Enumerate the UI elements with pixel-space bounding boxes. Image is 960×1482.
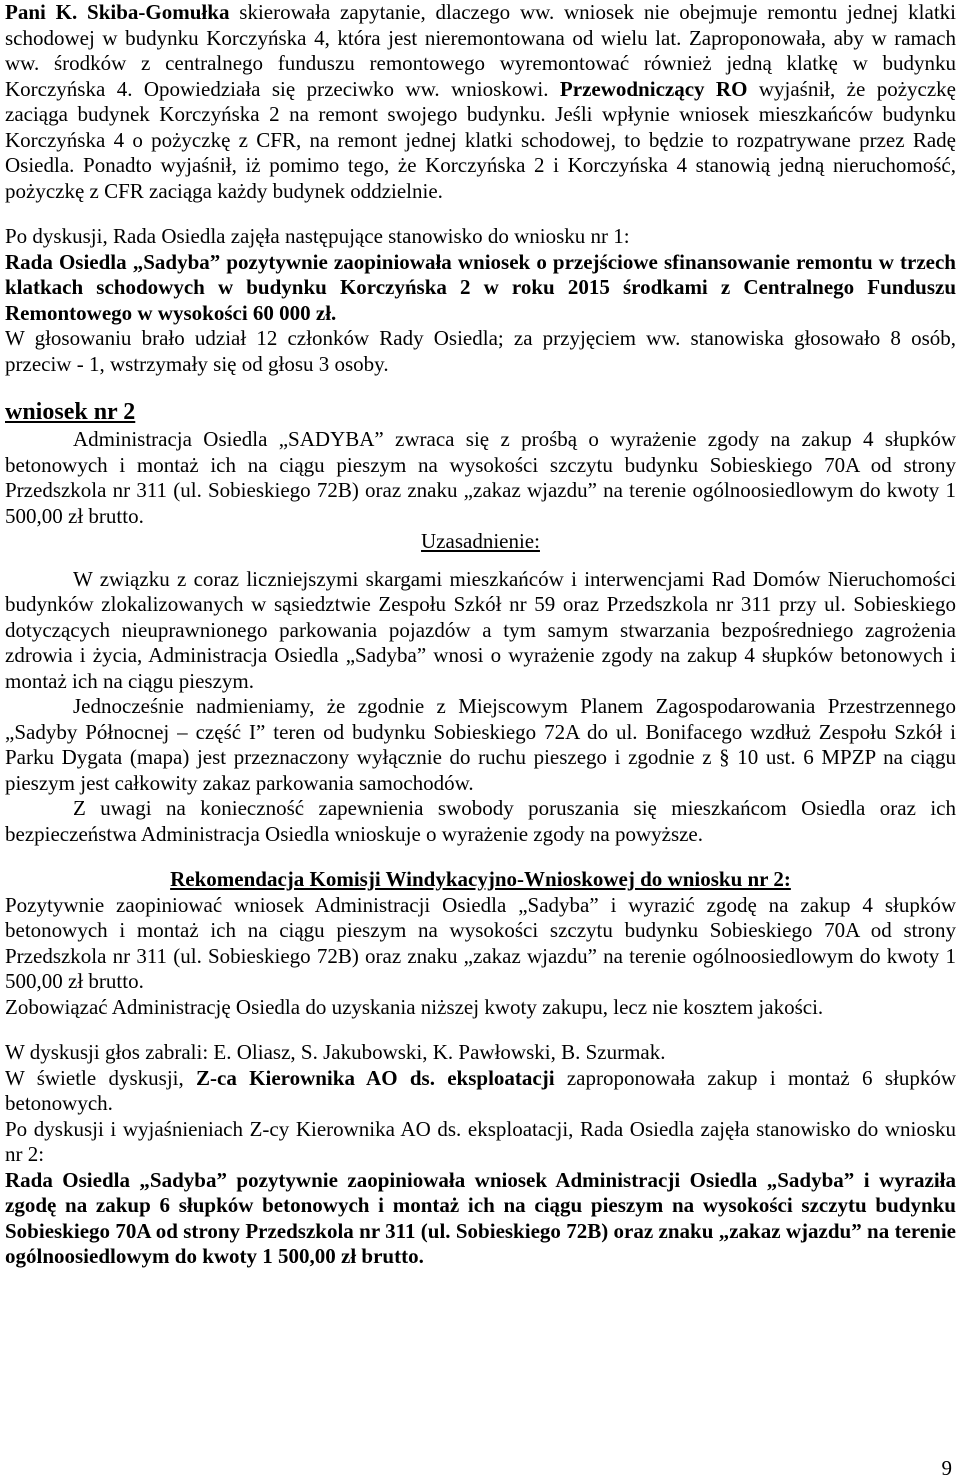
discussion-speakers: W dyskusji głos zabrali: E. Oliasz, S. Jakubowski, K. Pawłowski, B. Szurmak. <box>5 1040 666 1064</box>
speaker-name: Pani K. Skiba-Gomułka <box>5 0 230 24</box>
justification-paragraph-3: Z uwagi na konieczność zapewnienia swobody poruszania się mieszkańcom Osiedla oraz ich bezpieczeństwa Administracja Osiedla wnioskuje o wyrażenie zgody na powyższe. <box>5 796 956 846</box>
justification-paragraph-2: Jednocześnie nadmieniamy, że zgodnie z Miejscowym Planem Zagospodarowania Przestrzennego „Sadyby Północnej – część I” teren od budynku Sobieskiego 72A do ul. Bonifacego wzdłuż Zespołu Szkół i Parku Dygata (mapa) jest przeznaczony wyłącznie do ruchu pieszego i zgodnie z § 10 ust. 6 MPZP na ciągu pieszym jest całkowity zakaz parkowania samochodów. <box>5 694 956 795</box>
recommendation-heading: Rekomendacja Komisji Windykacyjno-Wnioskowej do wniosku nr 2: <box>170 867 791 891</box>
paragraph-skiba-gomulka <box>5 0 956 204</box>
justification-paragraph-1: W związku z coraz liczniejszymi skargami mieszkańców i interwencjami Rad Domów Nieruchomości budynków zlokalizowanych w sąsiedztwie Zespołu Szkół nr 59 oraz Przedszkola nr 311 przy ul. Sobieskiego dotyczących nieuprawnionego parkowania pojazdów a tym samym stwarzania bezpośredniego zagrożenia zdrowia i życia, Administracja Osiedla „Sadyba” wnosi o wyrażenie zgody na zakup 4 słupków betonowych i montaż ich na ciągu pieszym. <box>5 566 956 693</box>
discussion-proposal: W świetle dyskusji, Z-ca Kierownika AO ds. eksploatacji zaproponowała zakup i montaż 6 słupków betonowych. <box>5 1065 956 1115</box>
paragraph-text: wyjaśnił, że pożyczkę zaciąga budynek Korczyńska 2 na remont swojego budynku. Jeśli wpłynie wniosek mieszkańców budynku Korczyńska 4 o pożyczkę z CFR, na remont jednej klatki schodowej, to będzie to rozpatrywane przez Radę Osiedla. Ponadto wyjaśnił, iż pomimo tego, że Korczyńska 2 i Korczyńska 4 stanowią jedną nieruchomość, pożyczkę z CFR zaciąga każdy budynek oddzielnie. <box>5 76 956 203</box>
recommendation-body: Pozytywnie zaopiniować wniosek Administracji Osiedla „Sadyba” i wyrazić zgodę na zakup 4 słupków betonowych i montaż ich na ciągu pieszym na wysokości szczytu budynku Sobieskiego 70A od strony Przedszkola nr 311 (ul. Sobieskiego 72B) oraz znaku „zakaz wjazdu” na terenie ogólnoosiedlowym do kwoty 1 500,00 zł brutto. <box>5 892 956 993</box>
speaker-name: Przewodniczący RO <box>559 76 748 101</box>
motion-2-heading: wniosek nr 2 <box>5 399 136 425</box>
justification-heading: Uzasadnienie: <box>421 529 540 553</box>
council-decision-1: Rada Osiedla „Sadyba” pozytywnie zaopiniowała wniosek o przejściowe sfinansowanie remontu w trzech klatkach schodowych w budynku Korczyńska 2 w roku 2015 środkami z Centralnego Funduszu Remontowego w wysokości 60 000 zł. <box>5 249 956 325</box>
discussion-intro: Po dyskusji, Rada Osiedla zajęła następujące stanowisko do wniosku nr 1: <box>5 224 630 248</box>
page-number: 9 <box>941 1456 952 1480</box>
paragraph-text: skierowała zapytanie, dlaczego ww. wniosek nie obejmuje remontu jednej klatki schodowej w budynku Korczyńska 4, która jest nieremontowana od wielu lat. Zaproponowała, aby w ramach ww. środków z centralnego funduszu remontowego wyremontować również jedną klatkę w budynku Korczyńska 4. Opowiedziała się przeciwko ww. wnioskowi. <box>5 0 957 101</box>
document-page <box>5 0 956 1270</box>
recommendation-obligation: Zobowiązać Administrację Osiedla do uzyskania niższej kwoty zakupu, lecz nie kosztem jakości. <box>5 994 824 1019</box>
council-decision-2: Rada Osiedla „Sadyba” pozytywnie zaopiniowała wniosek Administracji Osiedla „Sadyba” i wyraziła zgodę na zakup 6 słupków betonowych i montaż ich na ciągu pieszym na wysokości szczytu budynku Sobieskiego 70A od strony Przedszkola nr 311 (ul. Sobieskiego 72B) oraz znaku „zakaz wjazdu” na terenie ogólnoosiedlowym do kwoty 1 500,00 zł brutto. <box>5 1167 956 1268</box>
discussion-after: Po dyskusji i wyjaśnieniach Z-cy Kierownika AO ds. eksploatacji, Rada Osiedla zajęła stanowisko do wniosku nr 2: <box>5 1116 956 1166</box>
vote-result: W głosowaniu brało udział 12 członków Rady Osiedla; za przyjęciem ww. stanowiska głosowało 8 osób, przeciw - 1, wstrzymały się od głosu 3 osoby. <box>5 326 956 376</box>
deputy-manager-title: Z-ca Kierownika AO ds. eksploatacji <box>196 1065 555 1090</box>
motion-2-body: Administracja Osiedla „SADYBA” zwraca się z prośbą o wyrażenie zgody na zakup 4 słupków betonowych i montaż ich na ciągu pieszym na wysokości szczytu budynku Sobieskiego 70A od strony Przedszkola nr 311 (ul. Sobieskiego 72B) oraz znaku „zakaz wjazdu” na terenie ogólnoosiedlowym do kwoty 1 500,00 zł brutto. <box>5 427 956 528</box>
